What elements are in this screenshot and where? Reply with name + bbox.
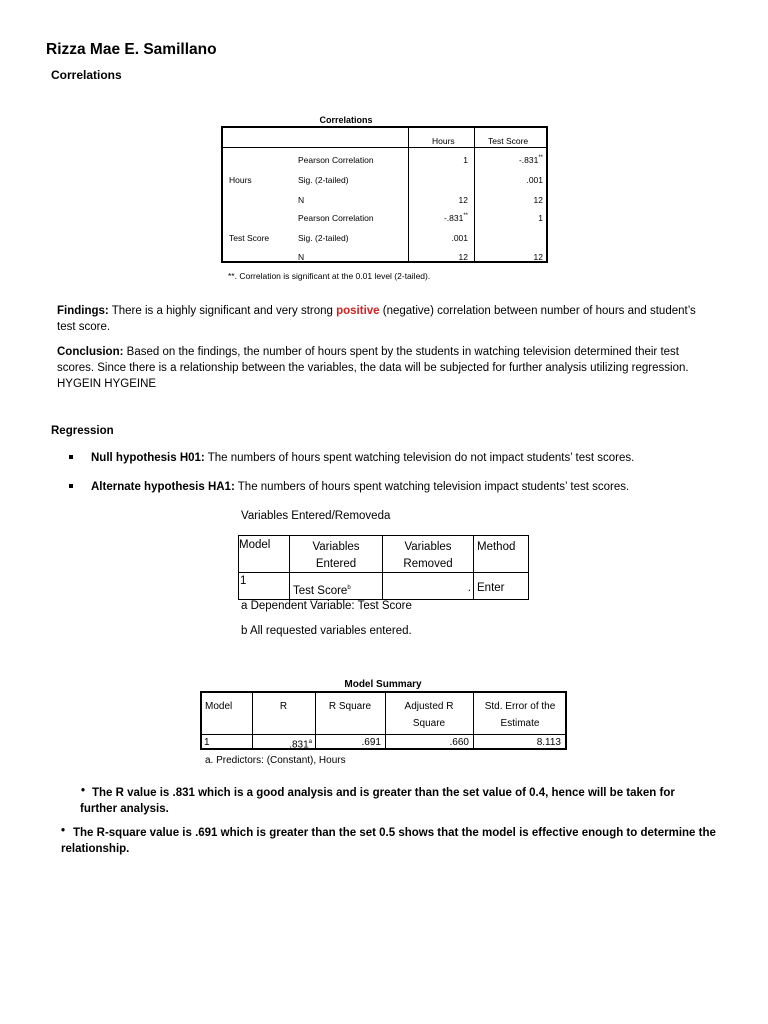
stat-label: Sig. (2-tailed) (298, 175, 349, 185)
table-cell: 12 (458, 195, 468, 205)
interpretation-r-square: The R-square value is .691 which is greater than the set 0.5 shows that the model is effective enough to determine the relationship. (61, 827, 716, 855)
author-name: Rizza Mae E. Samillano (46, 41, 217, 58)
bullet-icon: • (61, 825, 66, 837)
col-header-hours: Hours (432, 136, 455, 146)
model-summary-table (200, 691, 567, 750)
stat-label: Pearson Correlation (298, 213, 374, 223)
findings-paragraph: Findings: There is a highly significant and very strong positive (negative) correlation between number of hours and student’s test score. (57, 305, 696, 333)
bullet-icon (69, 484, 73, 488)
header-variables-entered: Variables Entered (312, 541, 360, 570)
conclusion-paragraph: Conclusion: Based on the findings, the number of hours spent by the students in watching television determined their test scores. Since there is a relationship between the variables, the data will be subjected for further analysis utilizing regression. HYGEIN HYGEINE (57, 346, 689, 390)
correlations-footnote: **. Correlation is significant at the 0.01 level (2-tailed). (228, 271, 431, 281)
table-cell: 12 (458, 252, 468, 262)
row-group-label: Test Score (229, 233, 270, 243)
header-std-error: Std. Error of the Estimate (484, 701, 556, 729)
header-variables-removed: Variables Removed (403, 541, 453, 570)
table-cell: .831$^a$ (289, 739, 312, 751)
stat-label: N (298, 195, 305, 205)
table-cell: .001 (526, 175, 543, 185)
bullet-icon: • (81, 785, 86, 797)
row-group-label: Hours (229, 175, 252, 185)
regression-heading: Regression (51, 425, 114, 437)
table-cell: Enter (477, 582, 505, 594)
table-cell: -.831** (518, 155, 543, 165)
table-cell: 8.113 (536, 737, 561, 748)
table-cell: . (467, 582, 471, 594)
header-r-square: R Square (328, 701, 372, 712)
stat-label: Pearson Correlation (298, 155, 374, 165)
variables-note: a Dependent Variable: Test Score (241, 600, 412, 612)
header-model: Model (205, 701, 233, 712)
header-r: R (279, 701, 288, 712)
bullet-icon (69, 455, 73, 459)
table-cell: -.831** (443, 213, 468, 223)
table-cell: .691 (361, 737, 381, 748)
variables-note: b All requested variables entered. (241, 625, 412, 637)
header-method: Method (477, 541, 516, 553)
table-cell: 12 (533, 252, 543, 262)
alternate-hypothesis: Alternate hypothesis HA1: The numbers of hours spent watching television impact students’ test scores. (91, 481, 630, 493)
stat-label: Sig. (2-tailed) (298, 233, 349, 243)
table-cell: Test Score$^b$ (293, 584, 351, 597)
table-cell: 1 (538, 213, 543, 223)
table-cell: .660 (449, 737, 469, 748)
model-summary-footnote: a. Predictors: (Constant), Hours (205, 755, 346, 766)
table-cell: 1 (240, 575, 247, 587)
stat-label: N (298, 252, 305, 262)
null-hypothesis: Null hypothesis H01: The numbers of hours spent watching television do not impact students’ test scores. (91, 452, 635, 464)
correlations-table-caption: Correlations (319, 115, 373, 125)
col-header-test-score: Test Score (488, 136, 529, 146)
model-summary-caption: Model Summary (344, 679, 422, 690)
interpretation-r: The R value is .831 which is a good analysis and is greater than the set value of 0.4, hence will be taken for further analysis. (80, 787, 675, 815)
variables-table (238, 535, 529, 600)
table-cell: 12 (533, 195, 543, 205)
table-cell: 1 (463, 155, 468, 165)
header-adjusted-r-square: Adjusted R Square (404, 701, 454, 729)
table-cell: 1 (204, 737, 210, 748)
correlations-table (221, 126, 548, 263)
correlations-heading: Correlations (51, 68, 122, 82)
variables-table-caption: Variables Entered/Removeda (241, 510, 391, 522)
table-cell: .001 (451, 233, 468, 243)
header-model: Model (239, 539, 271, 551)
